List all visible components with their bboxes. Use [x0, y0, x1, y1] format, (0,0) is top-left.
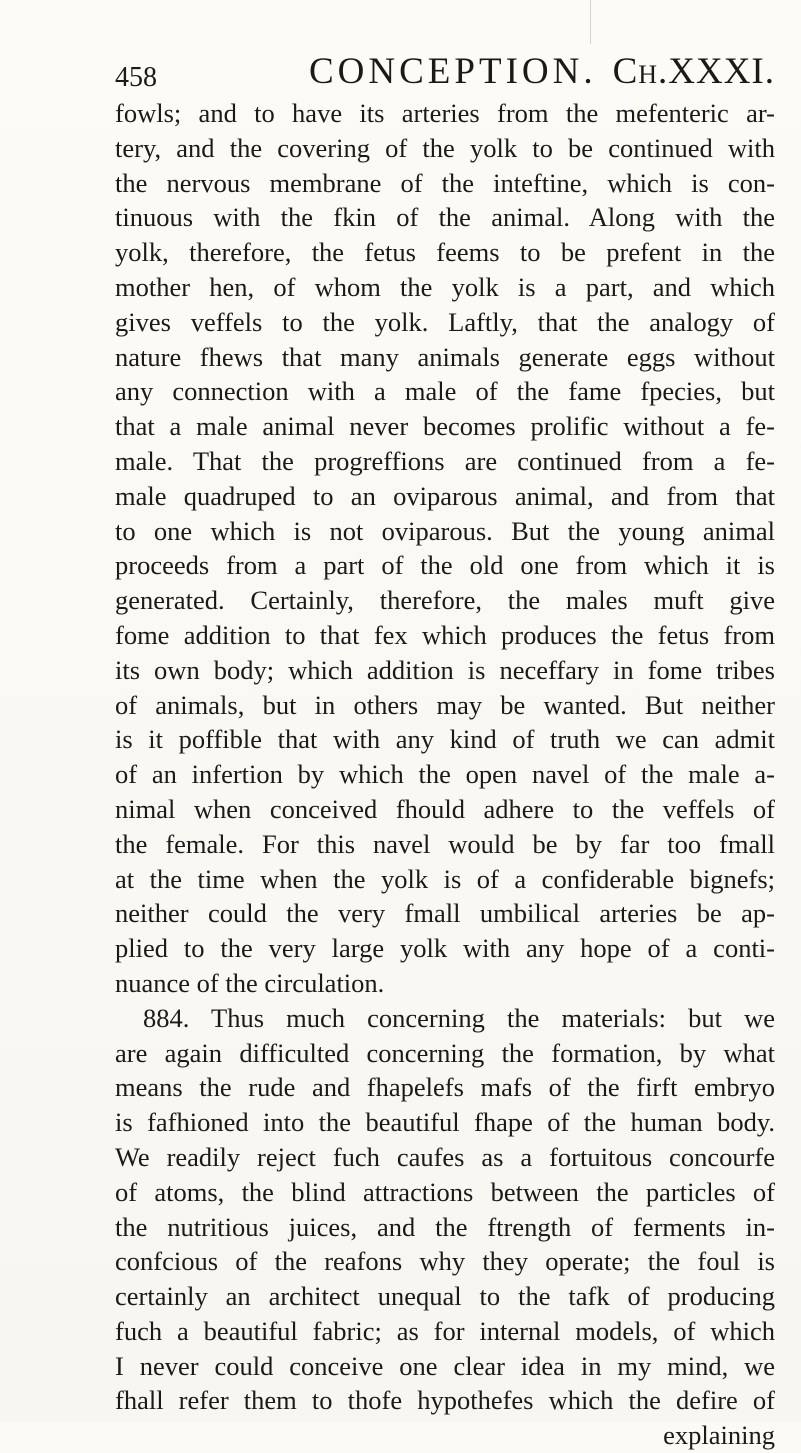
- text-line: plied to the very large yolk with any hope of a conti-: [115, 933, 775, 964]
- text-line: of animals, but in others may be wanted. But neither: [115, 689, 775, 720]
- text-line: male quadruped to an oviparous animal, and from that: [115, 480, 775, 511]
- text-line: fhall refer them to thofe hypothefes which the defire of: [115, 1385, 775, 1416]
- text-line: any connection with a male of the fame fpecies, but: [115, 376, 775, 407]
- text-line: tery, and the covering of the yolk to be continued with: [115, 132, 775, 163]
- text-line: of an infertion by which the open navel of the male a-: [115, 759, 775, 790]
- text-line: fome addition to that fex which produces the fetus from: [115, 619, 775, 650]
- catchword: explaining: [663, 1420, 775, 1451]
- text-line: nature fhews that many animals generate eggs without: [115, 341, 775, 372]
- text-line: fowls; and to have its arteries from the mefenteric ar-: [115, 98, 775, 128]
- text-line: tinuous with the fkin of the animal. Along with the: [115, 202, 775, 233]
- page-number: 458: [115, 62, 157, 93]
- text-line: that a male animal never becomes prolific without a fe-: [115, 411, 775, 442]
- text-line: is it poffible that with any kind of truth we can admit: [115, 724, 775, 755]
- text-line: the nervous membrane of the inteftine, which is con-: [115, 167, 775, 198]
- text-line: mother hen, of whom the yolk is a part, and which: [115, 271, 775, 302]
- text-line-paragraph-end: nuance of the circulation.: [115, 967, 385, 998]
- text-line: male. That the progreffions are continued from a fe-: [115, 445, 775, 476]
- running-title: CONCEPTION.: [309, 51, 597, 92]
- text-line: of atoms, the blind attractions between the particles of: [115, 1176, 775, 1207]
- text-line: the female. For this navel would be by far too fmall: [115, 828, 775, 859]
- text-line: proceeds from a part of the old one from which it is: [115, 550, 775, 581]
- text-line: the nutritious juices, and the ftrength of ferments in-: [115, 1211, 775, 1242]
- text-line: confcious of the reafons why they operate; the foul is: [115, 1246, 775, 1277]
- text-line: fuch a beautiful fabric; as for internal models, of which: [115, 1315, 775, 1346]
- text-line: to one which is not oviparous. But the young animal: [115, 515, 775, 546]
- running-header: [115, 50, 775, 94]
- text-line: certainly an architect unequal to the tafk of producing: [115, 1281, 775, 1312]
- text-line: neither could the very fmall umbilical arteries be ap-: [115, 898, 775, 929]
- text-line: yolk, therefore, the fetus feems to be prefent in the: [115, 237, 775, 268]
- page-edge-shadow-top: [590, 0, 591, 44]
- text-line: generated. Certainly, therefore, the males muft give: [115, 585, 775, 616]
- body-text: [115, 96, 775, 1453]
- text-line: We readily reject fuch caufes as a fortuitous concourfe: [115, 1141, 775, 1172]
- text-line: at the time when the yolk is of a confiderable bignefs;: [115, 863, 775, 894]
- text-line: are again difficulted concerning the formation, by what: [115, 1037, 775, 1068]
- text-line: is fafhioned into the beautiful fhape of the human body.: [115, 1107, 775, 1138]
- text-line: nimal when conceived fhould adhere to the veffels of: [115, 793, 775, 824]
- text-line-paragraph-start: 884. Thus much concerning the materials: but we: [143, 1002, 775, 1033]
- text-line: I never could conceive one clear idea in my mind, we: [115, 1350, 775, 1381]
- text-line: means the rude and fhapelefs mafs of the firft embryo: [115, 1072, 775, 1103]
- text-line: gives veffels to the yolk. Laftly, that the analogy of: [115, 306, 775, 337]
- text-line: its own body; which addition is neceffary in fome tribes: [115, 654, 775, 685]
- chapter-reference: Ch.XXXI.: [612, 51, 775, 92]
